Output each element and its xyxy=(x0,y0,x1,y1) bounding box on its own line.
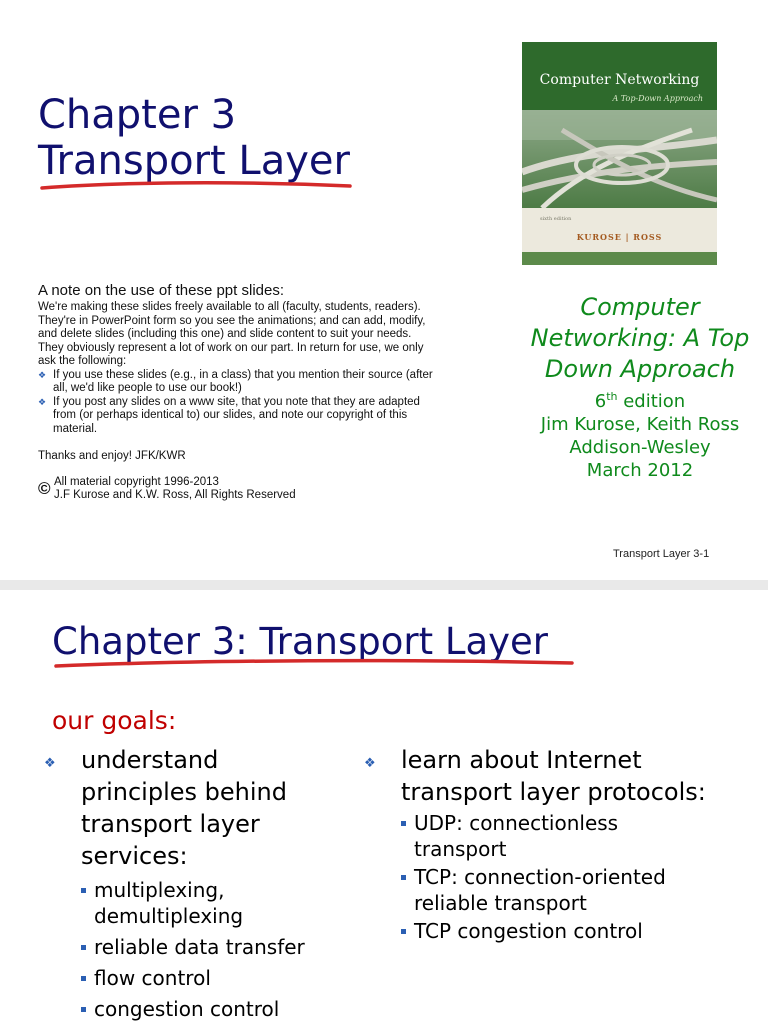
credit-publisher: Addison-Wesley xyxy=(569,437,711,458)
title-underline-icon xyxy=(52,658,576,672)
copyright-line-2: J.F Kurose and K.W. Ross, All Rights Reserved xyxy=(54,488,296,501)
note-line: They're in PowerPoint form so you see the animations; and can add, modify, xyxy=(38,314,426,327)
title-line-1: Chapter 3 xyxy=(38,92,237,138)
subitem-line: TCP: connection-oriented xyxy=(414,865,666,889)
subitem xyxy=(364,864,724,916)
square-bullet-icon xyxy=(81,976,86,981)
copyright-block xyxy=(38,476,483,501)
credit-book-line: Networking: A Top xyxy=(530,324,750,352)
note-bullet-item xyxy=(38,369,483,396)
edition-word: edition xyxy=(617,391,686,412)
goal-subitems xyxy=(364,810,724,944)
subitem-line: flow control xyxy=(94,966,211,990)
goals-left-column xyxy=(44,744,344,1022)
book-cover-authors: KUROSE | ROSS xyxy=(576,232,663,242)
book-cover xyxy=(522,42,717,265)
slide-2 xyxy=(0,590,768,1024)
book-credit xyxy=(520,292,760,482)
credit-authors: Jim Kurose, Keith Ross xyxy=(540,414,740,435)
note-line: They obviously represent a lot of work on our part. In return for use, we only xyxy=(38,341,424,354)
subitem-line: demultiplexing xyxy=(94,904,244,928)
copyright-icon: © xyxy=(38,479,51,498)
note-bullet-item xyxy=(38,396,483,437)
subitem-line: reliable transport xyxy=(414,891,587,915)
book-cover-title: Computer Networking xyxy=(539,72,700,88)
note-bullet-line: material. xyxy=(53,422,98,435)
subitem xyxy=(44,934,344,960)
goal-item xyxy=(364,744,724,808)
credit-edition xyxy=(520,385,760,413)
note-bullet-line: from (or perhaps identical to) our slides, and note our copyright of this xyxy=(53,409,408,421)
goals-heading: our goals: xyxy=(52,706,177,735)
subitem xyxy=(44,965,344,991)
note-heading: A note on the use of these ppt slides: xyxy=(38,282,285,299)
square-bullet-icon xyxy=(81,888,86,893)
title-wrapper xyxy=(52,620,548,664)
note-bullets xyxy=(38,369,483,437)
subitem-line: transport xyxy=(414,837,507,861)
subitem-line: congestion control xyxy=(94,997,280,1021)
note-line: and delete slides (including this one) and slide content to suit your needs. xyxy=(38,328,412,340)
title-line-2-wrapper xyxy=(38,138,350,184)
square-bullet-icon xyxy=(81,1007,86,1012)
note-bullet-line: all, we'd like people to use our book!) xyxy=(53,382,242,394)
book-cover-footer xyxy=(522,252,717,265)
usage-note xyxy=(38,282,483,501)
diamond-bullet-icon: ❖ xyxy=(38,369,47,380)
book-cover-edition: sixth edition xyxy=(540,216,572,222)
square-bullet-icon xyxy=(401,821,406,826)
note-bullet-line: If you post any slides on a www site, that you note that they are adapted xyxy=(53,395,420,408)
credit-book-title xyxy=(520,292,760,385)
square-bullet-icon xyxy=(401,929,406,934)
slide-title xyxy=(52,620,548,664)
subitem xyxy=(364,810,724,862)
edition-number: 6 xyxy=(594,391,607,412)
diamond-bullet-icon: ❖ xyxy=(38,396,47,407)
subitem xyxy=(364,918,724,944)
subitem-line: multiplexing, xyxy=(94,878,225,902)
note-bullet-line: If you use these slides (e.g., in a class) that you mention their source (after xyxy=(53,368,433,381)
goal-line: transport layer xyxy=(81,810,260,838)
title-line-2: Transport Layer xyxy=(38,138,350,184)
subitem xyxy=(44,996,344,1022)
slide-number: Transport Layer 3-1 xyxy=(613,548,710,560)
goal-line: transport layer protocols: xyxy=(401,778,706,806)
note-line: We're making these slides freely available to all (faculty, students, readers). xyxy=(38,301,421,313)
title-underline-icon xyxy=(38,180,354,194)
goal-subitems xyxy=(44,877,344,1022)
square-bullet-icon xyxy=(401,875,406,880)
subitem-line: TCP congestion control xyxy=(414,919,643,943)
square-bullet-icon xyxy=(81,945,86,950)
credit-book-line: Down Approach xyxy=(544,355,736,383)
edition-suffix: th xyxy=(606,390,618,403)
highway-interchange-image xyxy=(522,110,717,208)
slide-divider xyxy=(0,580,768,590)
goal-item xyxy=(44,744,344,872)
note-paragraph xyxy=(38,301,483,369)
thanks-line: Thanks and enjoy! JFK/KWR xyxy=(38,449,186,462)
credit-book-line: Computer xyxy=(580,293,700,321)
subitem-line: UDP: connectionless xyxy=(414,811,619,835)
book-cover-band xyxy=(522,208,717,252)
goal-line: understand xyxy=(81,746,219,774)
copyright-line-1: All material copyright 1996-2013 xyxy=(54,476,219,488)
note-line: ask the following: xyxy=(38,355,127,367)
goals-right-column xyxy=(364,744,724,944)
subitem xyxy=(44,877,344,929)
slide-title xyxy=(38,92,350,184)
diamond-bullet-icon: ❖ xyxy=(364,756,376,771)
goal-line: principles behind xyxy=(81,778,287,806)
book-cover-subtitle: A Top-Down Approach xyxy=(612,94,703,103)
credit-date: March 2012 xyxy=(586,460,694,481)
subitem-line: reliable data transfer xyxy=(94,935,305,959)
goal-line: services: xyxy=(81,842,188,870)
goal-line: learn about Internet xyxy=(401,746,642,774)
slide-2-title: Chapter 3: Transport Layer xyxy=(52,620,548,663)
diamond-bullet-icon: ❖ xyxy=(44,756,56,771)
